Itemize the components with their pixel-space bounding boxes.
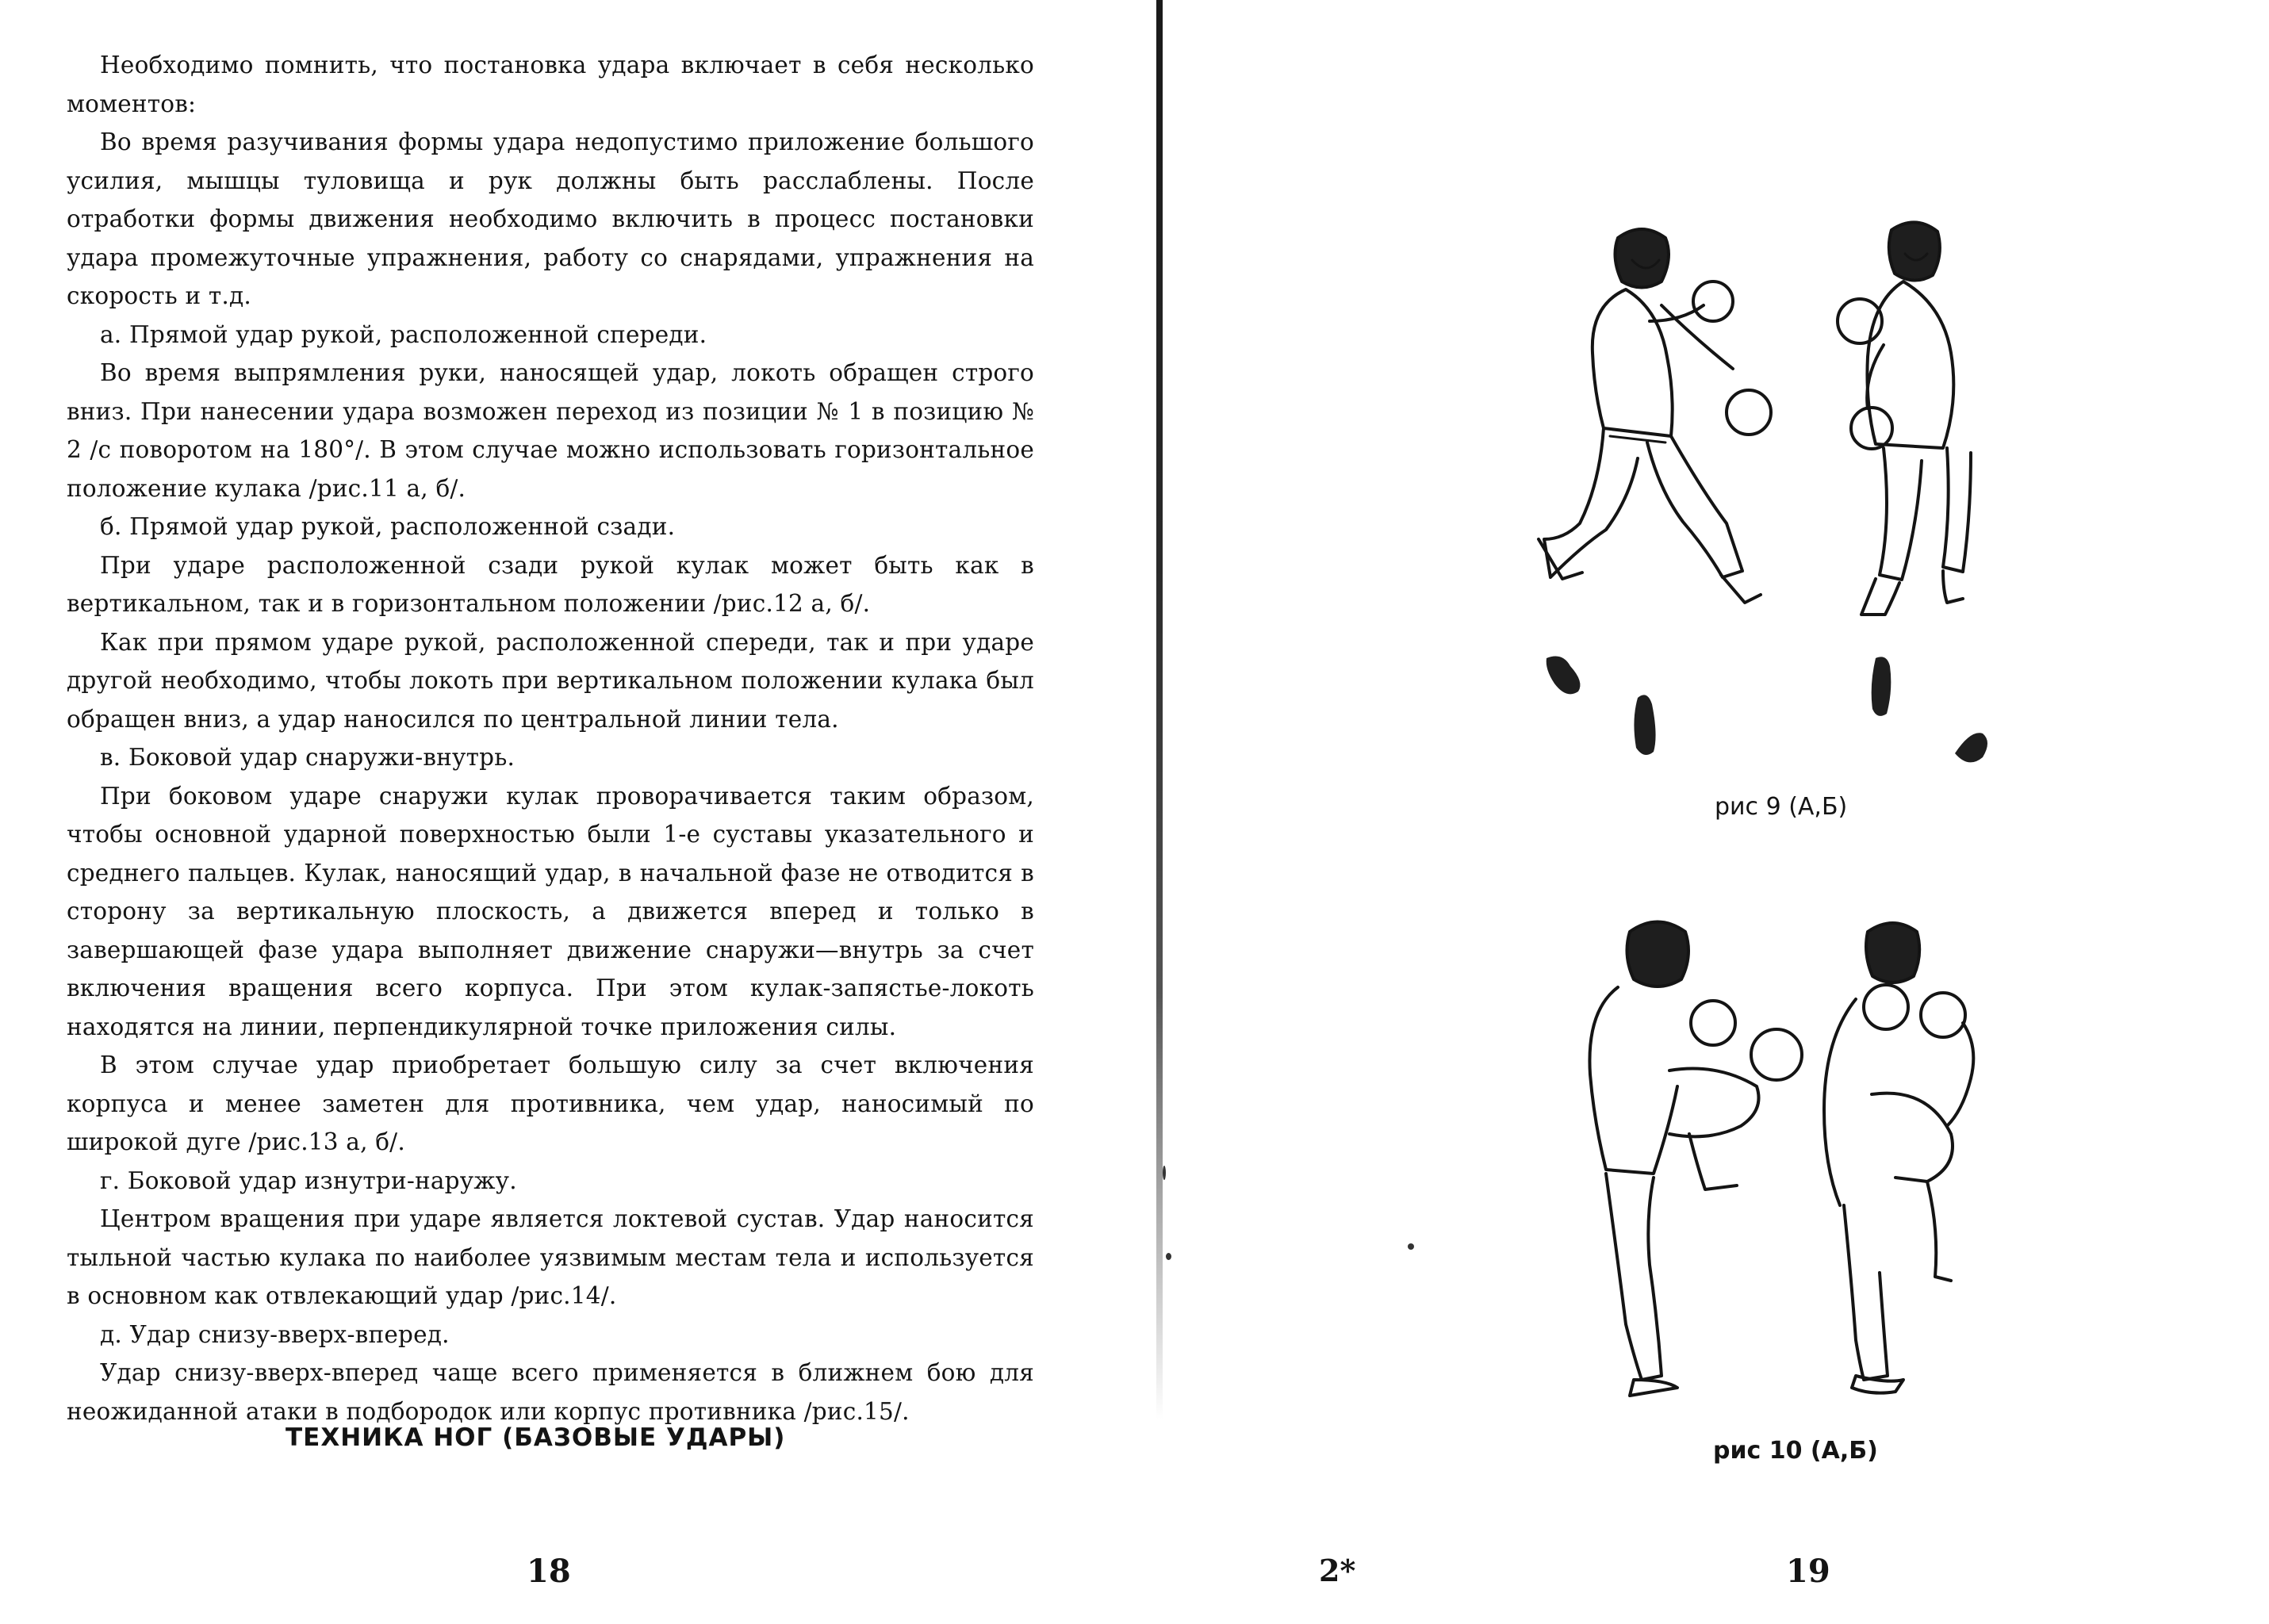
paragraph-relaxation: Во время разучивания формы удара недопустимо приложение большого усилия, мышцы туловища и рук должны быть расслаблены. После отработки формы движения необходимо включить в процесс постановки удара промежуточные упражнения, работу со снарядами, упражнения на скорость и т.д. (67, 128, 1034, 309)
paragraph-b-body: При ударе расположенной сзади рукой кулак может быть как в вертикальном, так и в горизонтальном положении /рис.12 а, б/. (67, 551, 1034, 617)
fighter-knee-strike-drawing (1589, 922, 1802, 1396)
paragraph-v-body: При боковом ударе снаружи кулак проворачивается таким образом, чтобы основной ударной поверхностью были 1-е суставы указательного и среднего пальцев. Кулак, наносящий удар, в начальной фазе не отводится в сторону за вертикальную плоскость, а движется вперед и только в завершающей фазе удара выполняет движение снаружи—внутрь за счет включения вращения всего корпуса. При этом кулак-запястье-локоть находятся на линии, перпендикулярной точке приложения силы. (67, 782, 1034, 1040)
fighter-a-drawing (1539, 229, 1771, 603)
page-number-left: 18 (527, 1553, 571, 1590)
page-number-right: 19 (1786, 1553, 1830, 1590)
right-page (1142, 0, 2269, 1624)
subheading-g: г. Боковой удар изнутри-наружу. (100, 1166, 517, 1194)
signature-mark: 2* (1319, 1553, 1356, 1588)
paragraph-d-body: Удар снизу-вверх-вперед чаще всего применяется в ближнем бою для неожиданной атаки в подбородок или корпус противника /рис.15/. (67, 1359, 1034, 1425)
figure-9-caption: рис 9 (А,Б) (1715, 793, 1848, 821)
subheading-d: д. Удар снизу-вверх-вперед. (100, 1320, 450, 1348)
paragraph-v-power: В этом случае удар приобретает большую силу за счет включения корпуса и менее заметен для противника, чем удар, наносимый по широкой дуге /рис.13 а, б/. (67, 1051, 1034, 1155)
body-text (67, 46, 1034, 1431)
paragraph-intro: Необходимо помнить, что постановка удара включает в себя несколько моментов: (67, 52, 1034, 117)
footprint-diagram (1547, 657, 1987, 763)
fighter-b-drawing (1838, 222, 1971, 615)
subheading-v: в. Боковой удар снаружи-внутрь. (100, 744, 516, 771)
paragraph-g-body: Центром вращения при ударе является локтевой сустав. Удар наносится тыльной частью кулака по наиболее уязвимым местам тела и используется в основном как отвлекающий удар /рис.14/. (67, 1205, 1034, 1309)
paragraph-a-body: Во время выпрямления руки, наносящей удар, локоть обращен строго вниз. При нанесении удара возможен переход из позиции № 1 в позицию № 2 /с поворотом на 180°/. В этом случае можно использовать горизонтальное положение кулака /рис.11 а, б/. (67, 359, 1034, 502)
figure-10-caption: рис 10 (А,Б) (1713, 1437, 1878, 1465)
subheading-a: а. Прямой удар рукой, расположенной спереди. (100, 320, 707, 348)
section-heading: ТЕХНИКА НОГ (БАЗОВЫЕ УДАРЫ) (286, 1423, 786, 1452)
paragraph-elbow: Как при прямом ударе рукой, расположенной спереди, так и при ударе другой необходимо, чтобы локоть при вертикальном положении кулака был обращен вниз, а удар наносился по центральной линии тела. (67, 628, 1034, 733)
fighter-guard-drawing (1824, 923, 1973, 1393)
figure-10-illustration (1531, 912, 2054, 1419)
figure-9-illustration (1523, 214, 2062, 769)
subheading-b: б. Прямой удар рукой, расположенной сзади. (100, 513, 676, 540)
